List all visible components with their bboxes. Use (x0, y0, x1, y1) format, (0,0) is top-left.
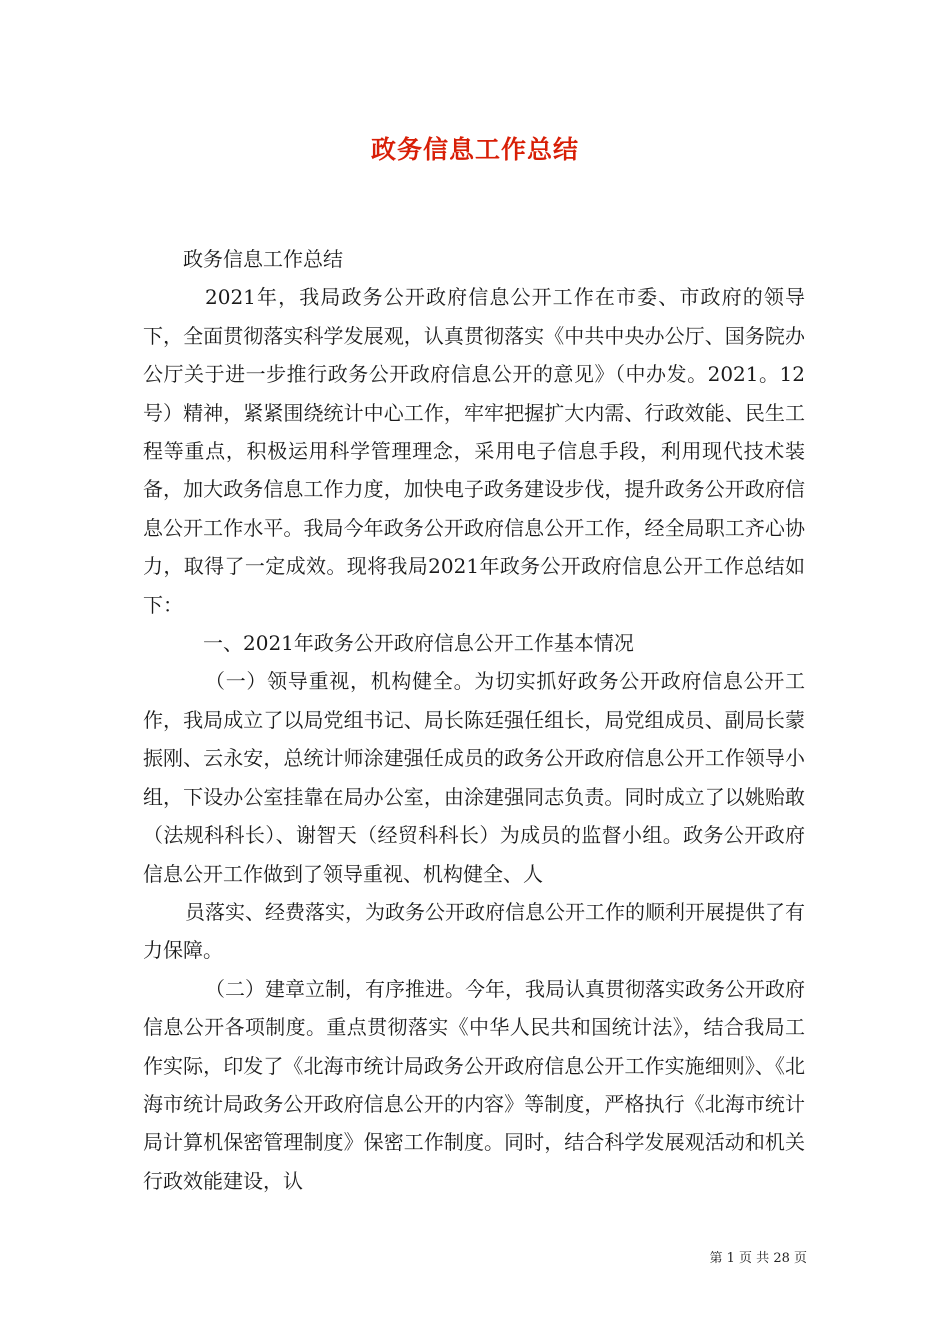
document-title: 政务信息工作总结 (370, 135, 579, 164)
paragraph-leadership-cont: 员落实、经费落实，为政务公开政府信息公开工作的顺利开展提供了有力保障。 (143, 899, 805, 963)
paragraph-leadership: （一）领导重视，机构健全。为切实抓好政务公开政府信息公开工作，我局成立了以局党组书记、局长陈廷强任组长，局党组成员、副局长蒙振刚、云永安，总统计师涂建强任成员的政务公开政府信息公开工作领导小组，下设办公室挂靠在局办公室，由涂建强同志负责。同时成立了以姚贻敢（法规科科长）、谢智天（经贸科科长）为成员的监督小组。政务公开政府信息公开工作做到了领导重视、机构健全、人 (143, 669, 805, 886)
section-heading-1: 一、2021年政务公开政府信息公开工作基本情况 (203, 631, 634, 656)
paragraph-regulations: （二）建章立制，有序推进。今年，我局认真贯彻落实政务公开政府信息公开各项制度。重点贯彻落实《中华人民共和国统计法》，结合我局工作实际，印发了《北海市统计局政务公开政府信息公开工作实施细则》、《北海市统计局政务公开政府信息公开的内容》等制度，严格执行《北海市统计局计算机保密管理制度》保密工作制度。同时，结合科学发展观活动和机关行政效能建设，认 (143, 976, 805, 1193)
page-number: 第 1 页 共 28 页 (709, 1251, 807, 1266)
document-body (143, 240, 805, 1200)
body-subtitle: 政务信息工作总结 (183, 247, 343, 271)
paragraph-intro: 2021年，我局政务公开政府信息公开工作在市委、市政府的领导下，全面贯彻落实科学发展观，认真贯彻落实《中共中央办公厅、国务院办公厅关于进一步推行政务公开政府信息公开的意见》（中办发。2021。12号）精神，紧紧围绕统计中心工作，牢牢把握扩大内需、行政效能、民生工程等重点，积极运用科学管理理念，采用电子信息手段，利用现代技术装备，加大政务信息工作力度，加快电子政务建设步伐，提升政务公开政府信息公开工作水平。我局今年政务公开政府信息公开工作，经全局职工齐心协力，取得了一定成效。现将我局2021年政务公开政府信息公开工作总结如下： (143, 285, 805, 617)
